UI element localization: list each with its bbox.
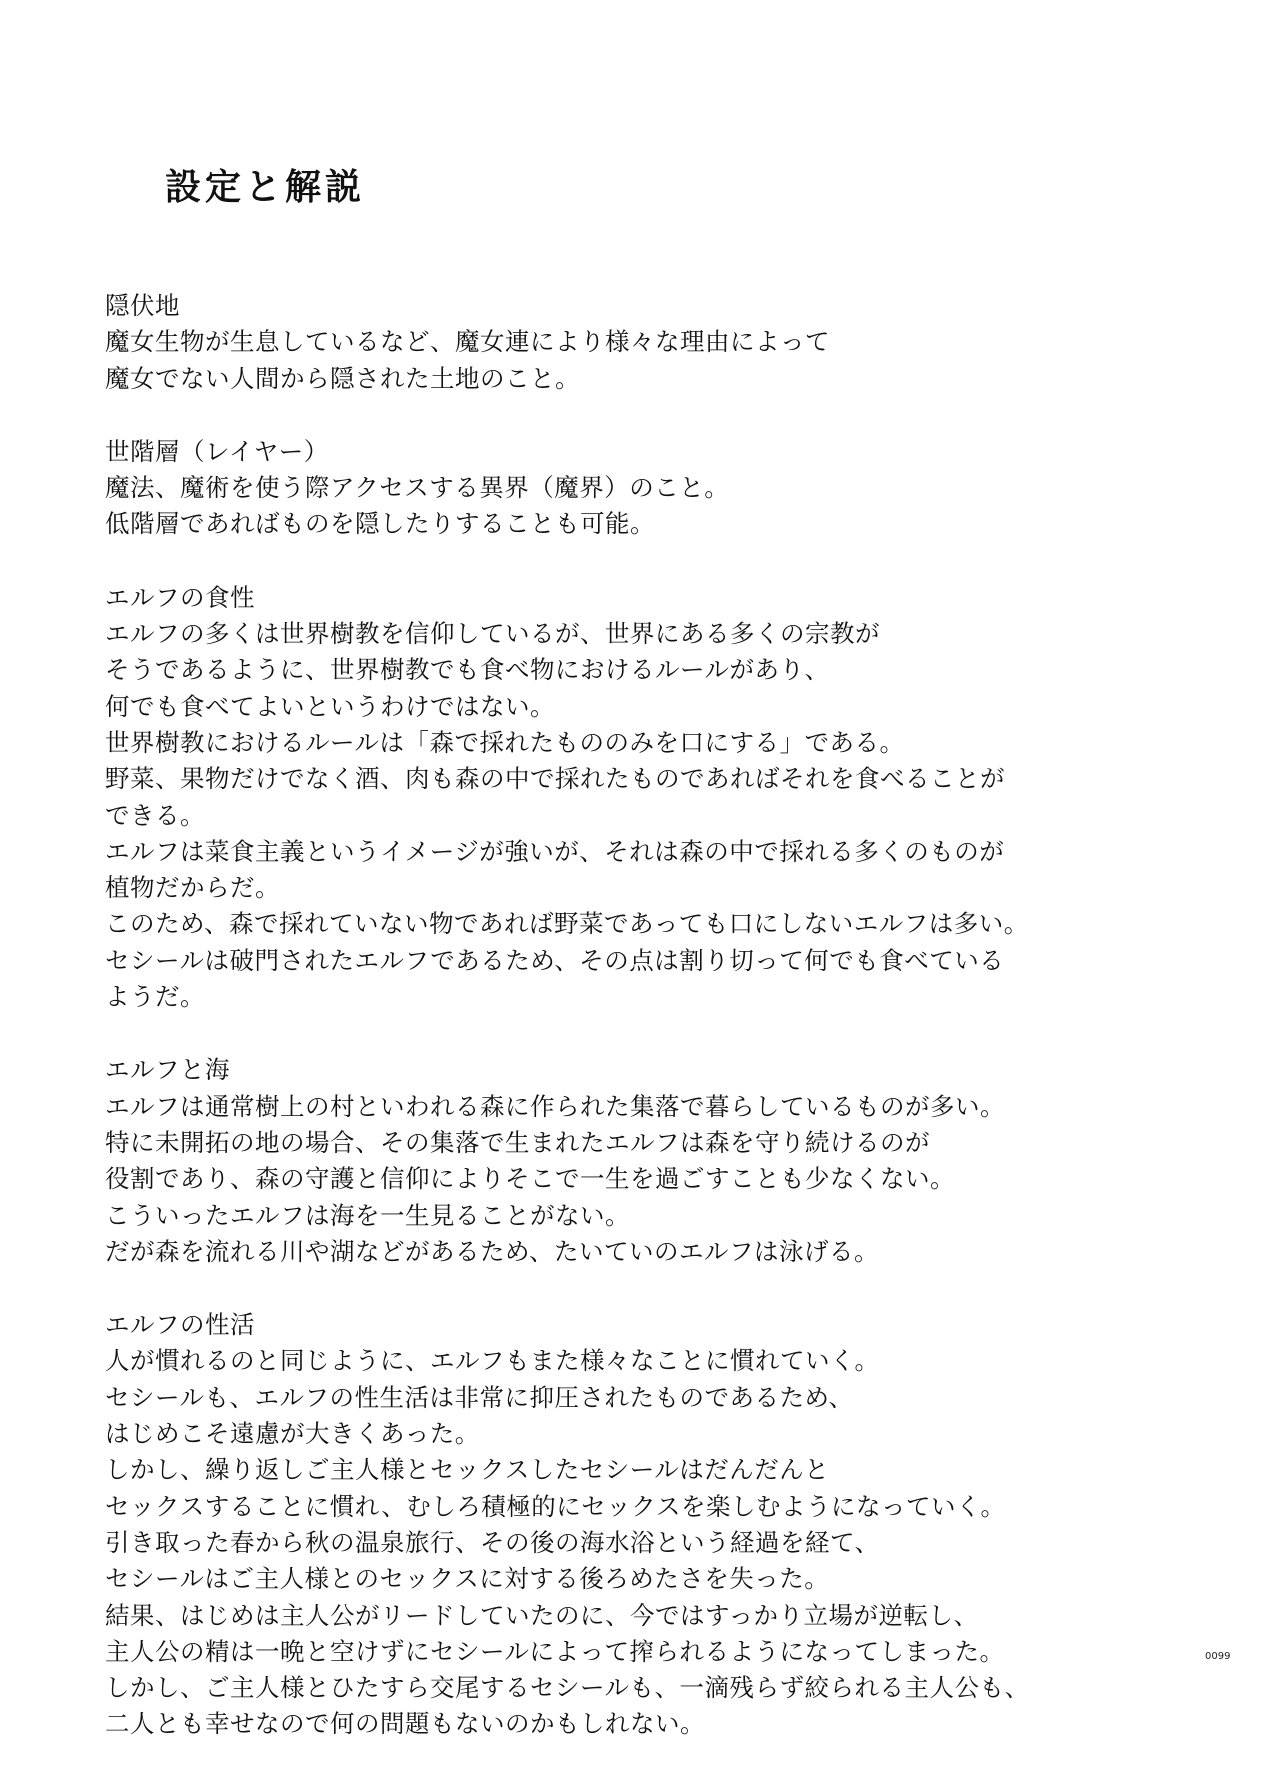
paragraph-line: 野菜、果物だけでなく酒、肉も森の中で採れたものであればそれを食べることが — [105, 764, 1005, 794]
section-heading: エルフと海 — [105, 1055, 230, 1085]
document-body — [105, 288, 1255, 1780]
paragraph-line: そうであるように、世界樹教でも食べ物におけるルールがあり、 — [105, 655, 830, 685]
paragraph-line: 低階層であればものを隠したりすることも可能。 — [105, 509, 655, 539]
paragraph-line: 何でも食べてよいというわけではない。 — [105, 691, 555, 721]
paragraph-line: 魔女生物が生息しているなど、魔女連により様々な理由によって — [105, 327, 830, 357]
section — [105, 434, 1255, 543]
paragraph-line: エルフの多くは世界樹教を信仰しているが、世界にある多くの宗教が — [105, 619, 880, 649]
paragraph-line: 二人とも幸せなので何の問題もないのかもしれない。 — [105, 1709, 705, 1739]
paragraph-line: 世界樹教におけるルールは「森で採れたもののみを口にする」である。 — [105, 727, 905, 757]
paragraph-line: 魔法、魔術を使う際アクセスする異界（魔界）のこと。 — [105, 473, 730, 503]
section — [105, 1307, 1255, 1743]
section — [105, 580, 1255, 1016]
paragraph-line: だが森を流れる川や湖などがあるため、たいていのエルフは泳げる。 — [105, 1236, 880, 1266]
page-number: 0099 — [1205, 1651, 1231, 1662]
paragraph-line: できる。 — [105, 800, 205, 830]
paragraph-line: 特に未開拓の地の場合、その集落で生まれたエルフは森を守り続けるのが — [105, 1127, 930, 1157]
paragraph-line: エルフは通常樹上の村といわれる森に作られた集落で暮らしているものが多い。 — [105, 1091, 1005, 1121]
paragraph-line: こういったエルフは海を一生見ることがない。 — [105, 1200, 630, 1230]
section-heading: エルフの性活 — [105, 1310, 255, 1340]
section — [105, 1052, 1255, 1270]
section-heading: エルフの食性 — [105, 582, 255, 612]
section-heading: 隠伏地 — [105, 291, 180, 320]
paragraph-line: はじめこそ遠慮が大きくあった。 — [105, 1419, 480, 1449]
paragraph-line: セシールはご主人様とのセックスに対する後ろめたさを失った。 — [105, 1564, 830, 1594]
paragraph-line: 結果、はじめは主人公がリードしていたのに、今ではすっかり立場が逆転し、 — [105, 1600, 979, 1630]
paragraph-line: ようだ。 — [105, 982, 205, 1012]
section-heading: 世階層（レイヤー） — [105, 436, 329, 466]
paragraph-line: しかし、繰り返しご主人様とセックスしたセシールはだんだんと — [105, 1455, 830, 1485]
paragraph-line: エルフは菜食主義というイメージが強いが、それは森の中で採れる多くのものが — [105, 836, 1005, 866]
paragraph-line: セシールも、エルフの性生活は非常に抑圧されたものであるため、 — [105, 1382, 854, 1412]
paragraph-line: しかし、ご主人様とひたすら交尾するセシールも、一滴残らず絞られる主人公も、 — [105, 1673, 1030, 1703]
paragraph-line: 人が慣れるのと同じように、エルフもまた様々なことに慣れていく。 — [105, 1346, 880, 1376]
paragraph-line: セシールは破門されたエルフであるため、その点は割り切って何でも食べている — [105, 945, 1005, 975]
paragraph-line: 植物だからだ。 — [105, 873, 280, 903]
paragraph-line: 役割であり、森の守護と信仰によりそこで一生を過ごすことも少なくない。 — [105, 1164, 955, 1194]
paragraph-line: セックスすることに慣れ、むしろ積極的にセックスを楽しむようになっていく。 — [105, 1491, 1006, 1521]
paragraph-line: 魔女でない人間から隠された土地のこと。 — [105, 363, 580, 393]
paragraph-line: このため、森で採れていない物であれば野菜であっても口にしないエルフは多い。 — [105, 909, 1029, 939]
page-title: 設定と解説 — [165, 167, 366, 208]
paragraph-line: 引き取った春から秋の温泉旅行、その後の海水浴という経過を経て、 — [105, 1527, 880, 1557]
paragraph-line: 主人公の精は一晩と空けずにセシールによって搾られるようになってしまった。 — [105, 1636, 1005, 1666]
section — [105, 288, 1255, 397]
